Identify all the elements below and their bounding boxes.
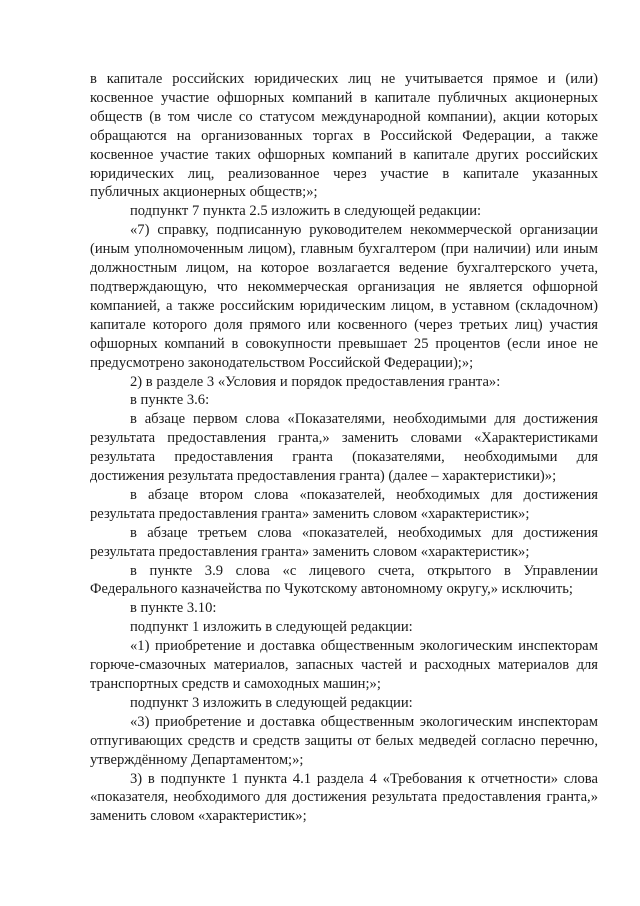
paragraph: «1) приобретение и доставка общественным экологическим инспекторам горюче-смазочных материалов, запасных частей и расходных материалов для транспортных средств и самоходных машин;»;	[90, 638, 598, 692]
paragraph: «3) приобретение и доставка общественным экологическим инспекторам отпугивающих средств и средств защиты от белых медведей согласно перечню, утверждённому Департаментом;»;	[90, 713, 598, 768]
paragraph: в абзаце втором слова «показателей, необходимых для достижения результата предоставления гранта» заменить словом «характеристик»;	[90, 486, 598, 522]
paragraph: в абзаце третьем слова «показателей, необходимых для достижения результата предоставления гранта» заменить словом «характеристик»;	[90, 524, 598, 560]
paragraph: в пункте 3.6:	[130, 392, 210, 409]
paragraph: «7) справку, подписанную руководителем некоммерческой организации (иным уполномоченным лицом), главным бухгалтером (при наличии) или иным должностным лицом, на которое возлагается ведение бухгалтерского учета, подтверждающую, что некоммерческая организация не является офшорной компанией, а также российским юридическим лицом, в уставном (складочном) капитале которого доля прямого или косвенного (через третьих лиц) участия офшорных компаний в совокупности превышает 25 процентов (если иное не предусмотрено законодательством Российской Федерации);»;	[90, 222, 598, 371]
paragraph: в пункте 3.9 слова «с лицевого счета, открытого в Управлении Федерального казначейства по Чукотскому автономному округу,» исключить;	[90, 562, 598, 598]
paragraph: подпункт 7 пункта 2.5 изложить в следующей редакции:	[130, 203, 482, 220]
paragraph: в пункте 3.10:	[130, 600, 217, 617]
paragraph: подпункт 3 изложить в следующей редакции:	[130, 694, 413, 711]
document-page	[90, 70, 598, 826]
paragraph: 3) в подпункте 1 пункта 4.1 раздела 4 «Требования к отчетности» слова «показателя, необходимого для достижения результата предоставления гранта,» заменить словом «характеристик»;	[90, 770, 598, 825]
paragraph: в капитале российских юридических лиц не учитывается прямое и (или) косвенное участие офшорных компаний в капитале публичных акционерных обществ (в том числе со статусом международной компании), акции которых обращаются на организованных торгах в Российской Федерации, а также косвенное участие таких офшорных компаний в капитале других российских юридических лиц, реализованное через участие в капитале указанных публичных акционерных обществ;»;	[90, 71, 598, 201]
paragraph: в абзаце первом слова «Показателями, необходимыми для достижения результата предоставления гранта,» заменить словами «Характеристиками результата предоставления гранта (показателями, необходимыми для достижения результата предоставления гранта) (далее – характеристики)»;	[90, 411, 598, 485]
paragraph: подпункт 1 изложить в следующей редакции:	[130, 619, 413, 636]
paragraph: 2) в разделе 3 «Условия и порядок предоставления гранта»:	[130, 373, 501, 390]
